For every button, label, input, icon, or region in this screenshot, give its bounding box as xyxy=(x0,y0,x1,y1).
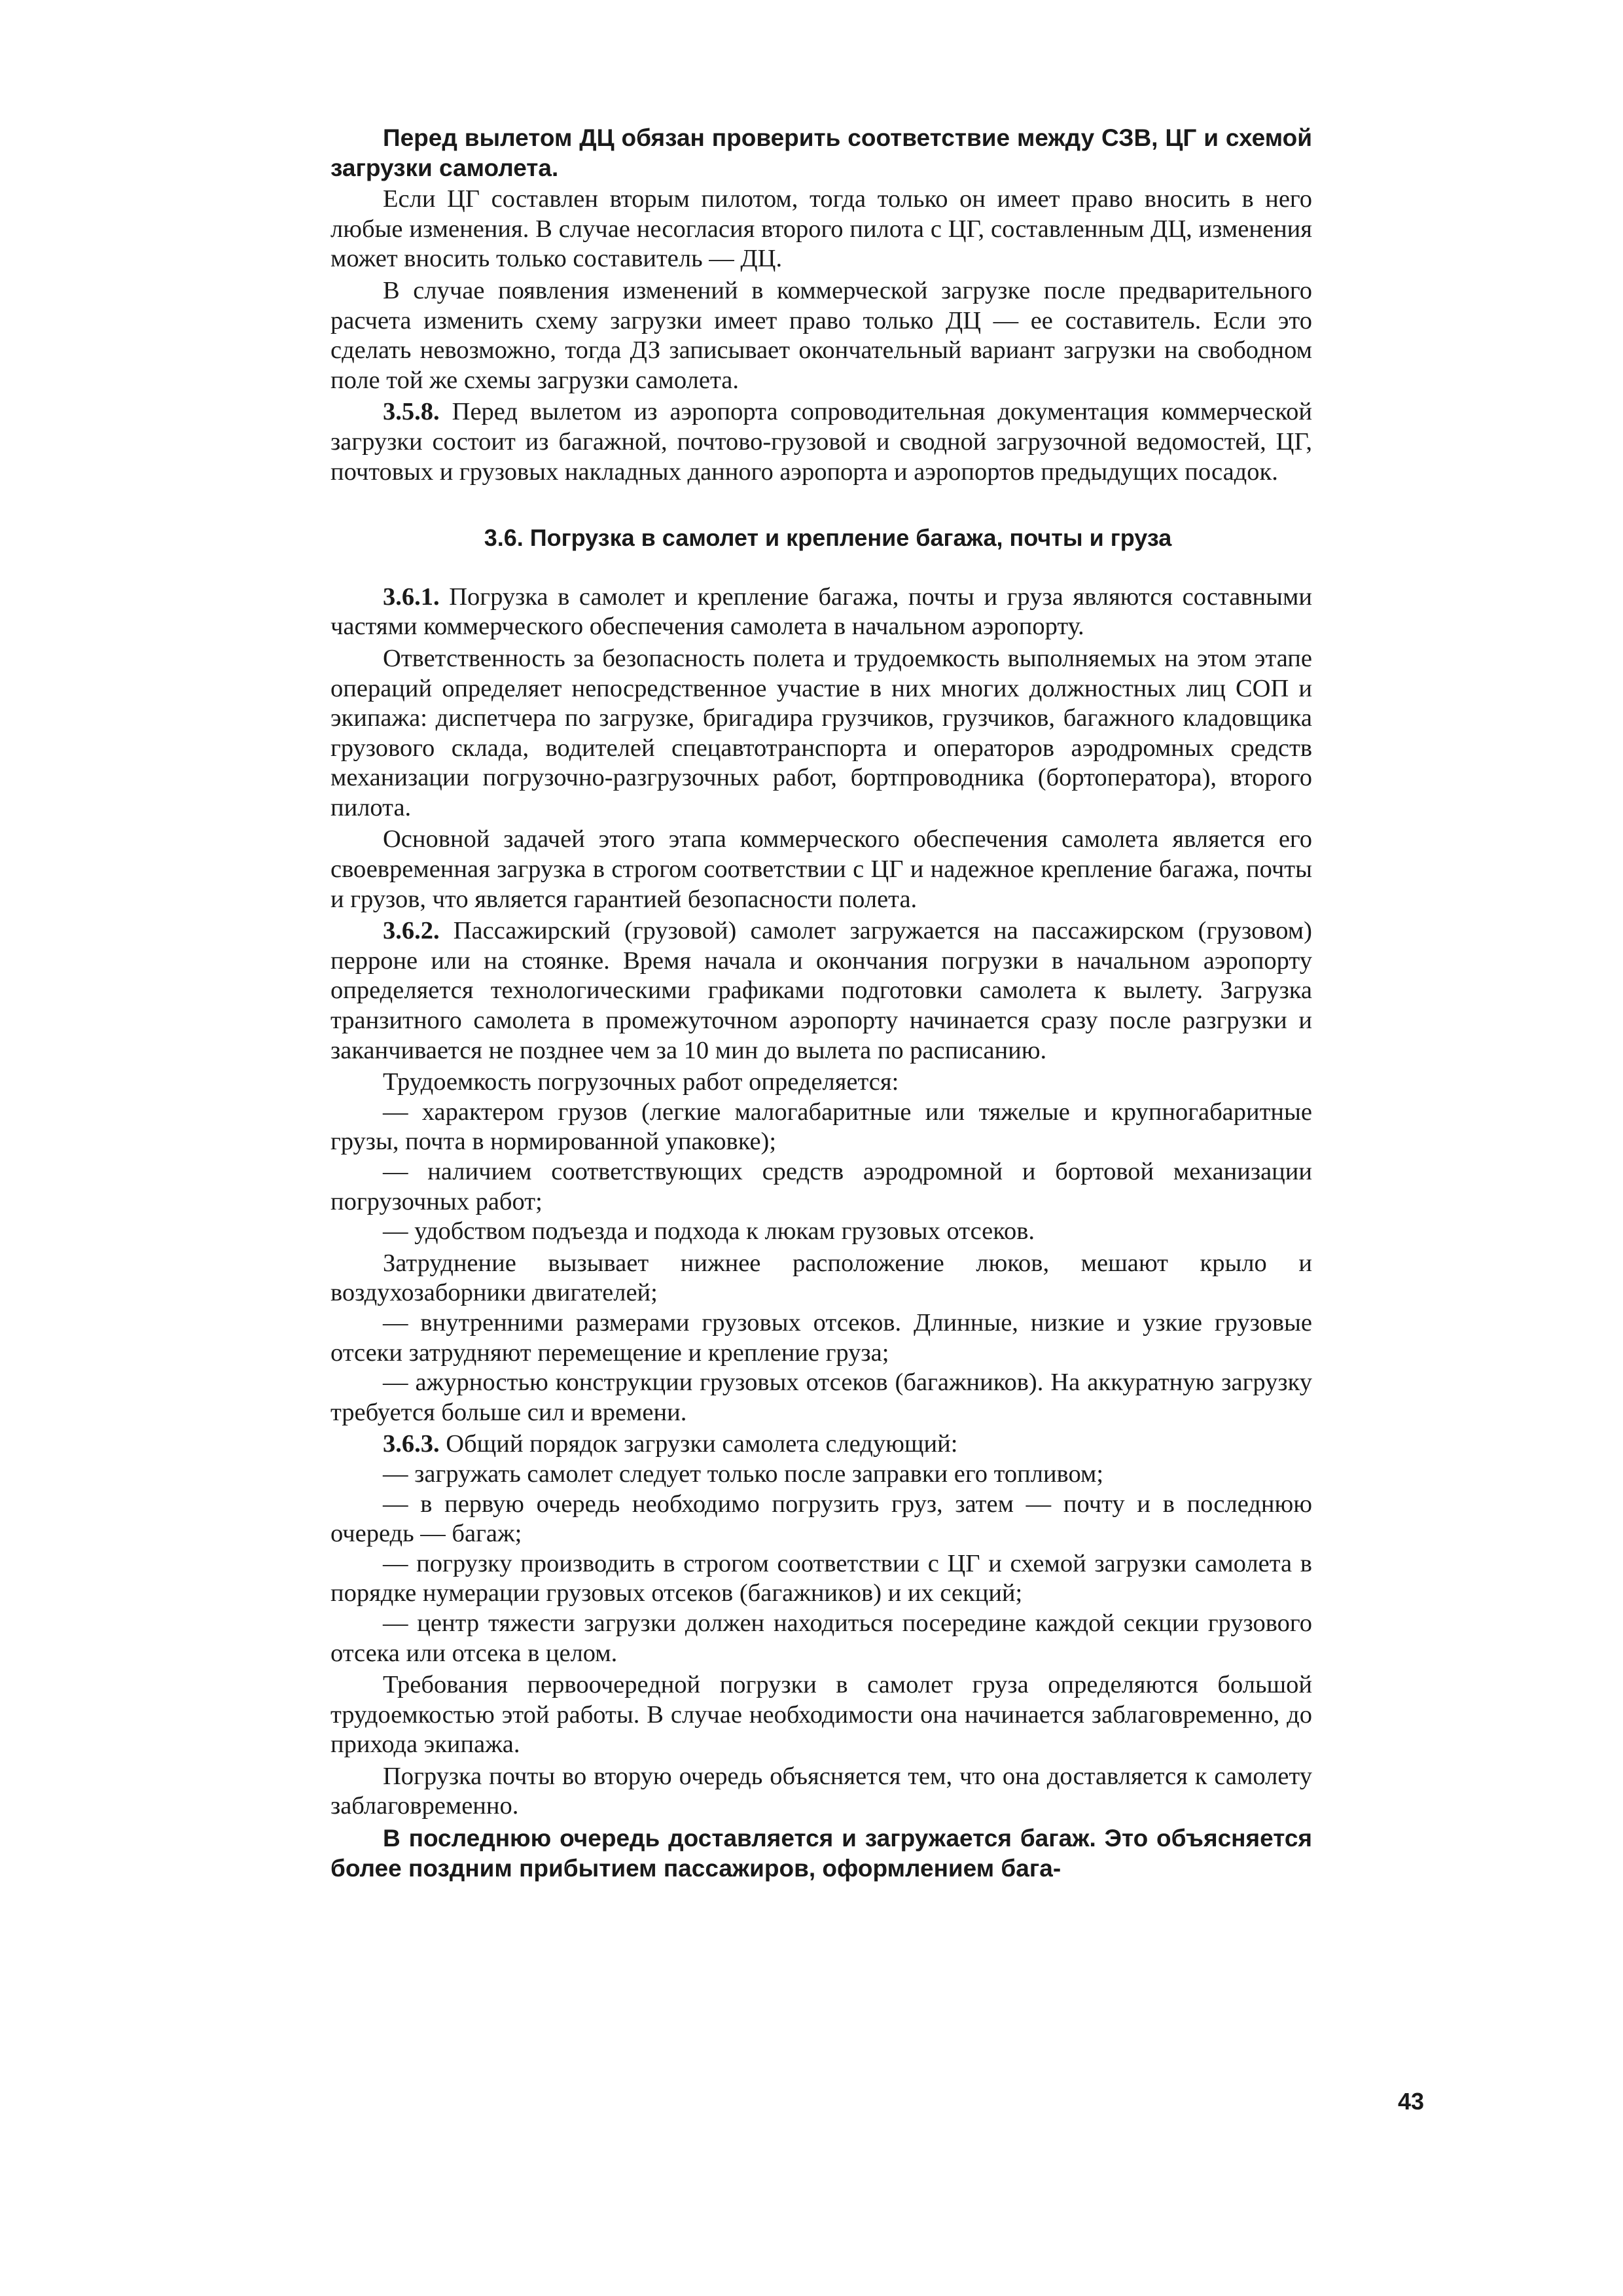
section-number: 3.6.2. xyxy=(383,917,440,945)
paragraph-difficulty: Затруднение вызывает нижнее расположение люков, мешают крыло и воздухозаборники двигателей; xyxy=(330,1249,1312,1307)
page-body-text xyxy=(330,123,1312,1883)
section-number: 3.5.8. xyxy=(383,398,440,426)
paragraph-cargo-first: Требования первоочередной погрузки в самолет груза определяются большой трудоемкостью этой работы. В случае необходимости она начинается заблаговременно, до прихода экипажа. xyxy=(330,1671,1312,1759)
list-item-internal-size: — внутренними размерами грузовых отсеков. Длинные, низкие и узкие грузовые отсеки затрудняют перемещение и крепление груза; xyxy=(330,1308,1312,1367)
list-item-center-of-gravity: — центр тяжести загрузки должен находиться посередине каждой секции грузового отсека или отсека в целом. xyxy=(330,1609,1312,1667)
page-number: 43 xyxy=(1398,2088,1425,2115)
paragraph-3-6-3: 3.6.3. Общий порядок загрузки самолета следующий: xyxy=(383,1430,958,1458)
paragraph-preflight-check: Перед вылетом ДЦ обязан проверить соответствие между СЗВ, ЦГ и схемой загрузки самолета. xyxy=(330,124,1312,181)
paragraph-load-changes: В случае появления изменений в коммерческой загрузке после предварительного расчета изменить схему загрузки имеет право только ДЦ — ее составитель. Если это сделать невозможно, тогда ДЗ записывает окончательный вариант загрузки на свободном поле той же схемы загрузки самолета. xyxy=(330,276,1312,394)
section-heading-3-6: 3.6. Погрузка в самолет и крепление багажа, почты и груза xyxy=(484,524,1172,552)
list-item-fueling: — загружать самолет следует только после заправки его топливом; xyxy=(383,1460,1104,1488)
list-item-cargo-type: — характером грузов (легкие малогабаритные или тяжелые и крупногабаритные грузы, почта в нормированной упаковке); xyxy=(330,1098,1312,1156)
paragraph-main-task: Основной задачей этого этапа коммерческого обеспечения самолета является его своевременная загрузка в строгом соответствии с ЦГ и надежное крепление багажа, почты и грузов, что является гарантией безопасности полета. xyxy=(330,825,1312,913)
paragraph-baggage-last: В последнюю очередь доставляется и загружается багаж. Это объясняется более поздним прибытием пассажиров, оформлением бага- xyxy=(330,1825,1312,1882)
list-item-strict-compliance: — погрузку производить в строгом соответствии с ЦГ и схемой загрузки самолета в порядке нумерации грузовых отсеков (багажников) и их секций; xyxy=(330,1549,1312,1607)
paragraph-second-pilot: Если ЦГ составлен вторым пилотом, тогда только он имеет право вносить в него любые изменения. В случае несогласия второго пилота с ЦГ, составленным ДЦ, изменения может вносить только составитель — ДЦ. xyxy=(330,185,1312,273)
list-item-order: — в первую очередь необходимо погрузить груз, затем — почту и в последнюю очередь — багаж; xyxy=(330,1490,1312,1548)
list-item-access: — удобством подъезда и подхода к люкам грузовых отсеков. xyxy=(383,1217,1035,1246)
paragraph-labor-intensity: Трудоемкость погрузочных работ определяется: xyxy=(383,1068,899,1096)
paragraph-3-6-2: 3.6.2. Пассажирский (грузовой) самолет загружается на пассажирском (грузовом) перроне или на стоянке. Время начала и окончания погрузки в начальном аэропорту определяется технологическими графиками подготовки самолета к вылету. Загрузка транзитного самолета в промежуточном аэропорту начинается сразу после разгрузки и заканчивается не позднее чем за 10 мин до вылета по расписанию. xyxy=(330,917,1312,1064)
section-number: 3.6.1. xyxy=(383,583,440,611)
paragraph-mail-second: Погрузка почты во вторую очередь объясняется тем, что она доставляется к самолету заблаговременно. xyxy=(330,1762,1312,1820)
list-item-openwork: — ажурностью конструкции грузовых отсеков (багажников). На аккуратную загрузку требуется больше сил и времени. xyxy=(330,1369,1312,1426)
paragraph-responsibility: Ответственность за безопасность полета и трудоемкость выполняемых на этом этапе операций определяет непосредственное участие в них многих должностных лиц СОП и экипажа: диспетчера по загрузке, бригадира грузчиков, грузчиков, багажного кладовщика грузового склада, водителей спецавтотранспорта и операторов аэродромных средств механизации погрузочно-разгрузочных работ, бортпроводника (бортоператора), второго пилота. xyxy=(330,644,1312,821)
list-item-mechanization: — наличием соответствующих средств аэродромной и бортовой механизации погрузочных работ; xyxy=(330,1158,1312,1215)
section-number: 3.6.3. xyxy=(383,1430,440,1458)
paragraph-3-5-8: 3.5.8. Перед вылетом из аэропорта сопроводительная документация коммерческой загрузки состоит из багажной, почтово-грузовой и сводной загрузочной ведомостей, ЦГ, почтовых и грузовых накладных данного аэропорта и аэропортов предыдущих посадок. xyxy=(330,398,1312,486)
paragraph-3-6-1: 3.6.1. Погрузка в самолет и крепление багажа, почты и груза являются составными частями коммерческого обеспечения самолета в начальном аэропорту. xyxy=(330,583,1312,641)
